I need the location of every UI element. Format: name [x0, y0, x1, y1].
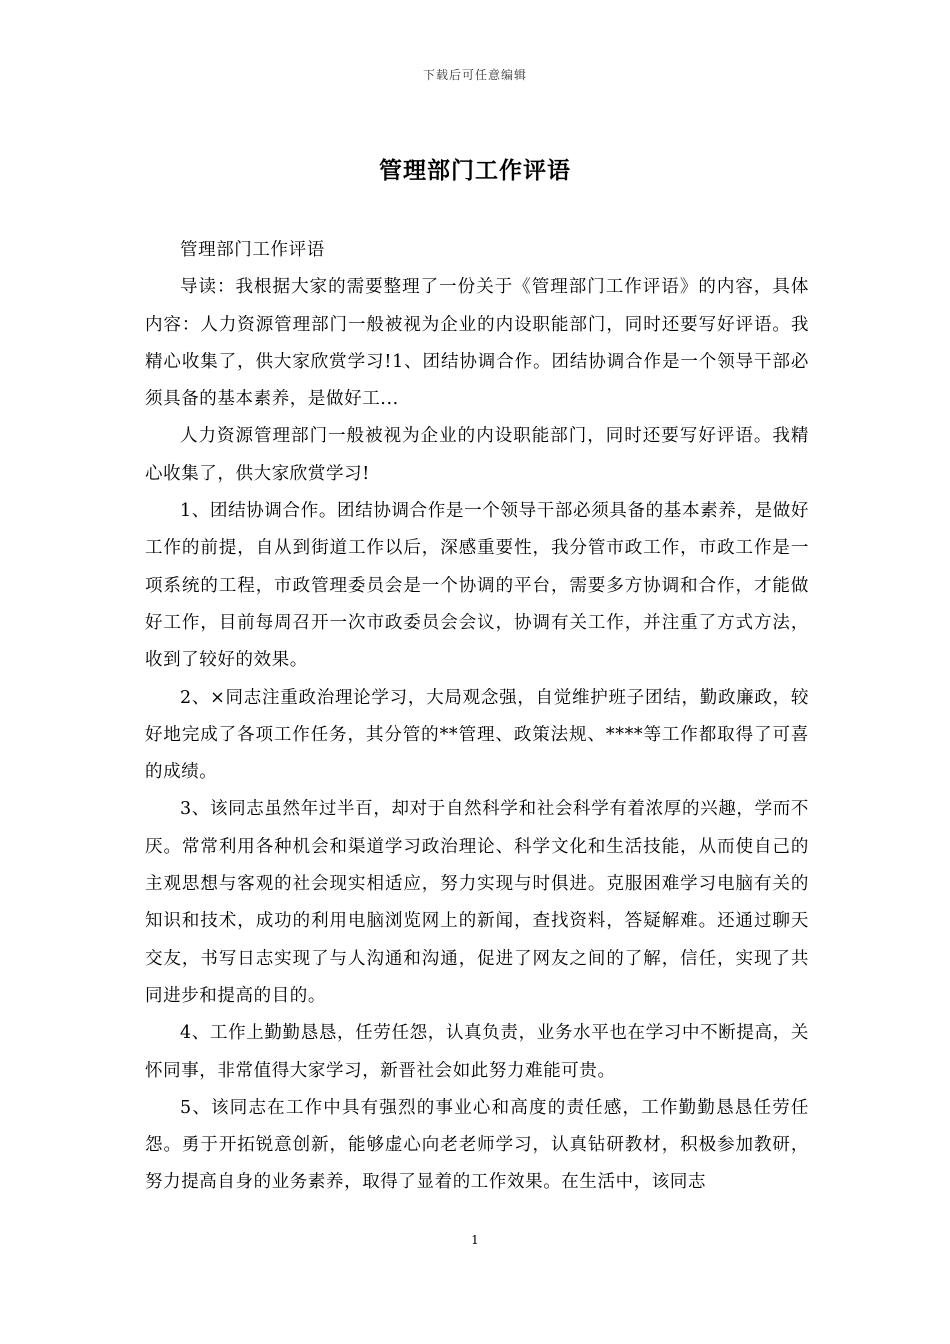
paragraph-item-1: 1、团结协调合作。团结协调合作是一个领导干部必须具备的基本素养，是做好工作的前提，自从到街道工作以后，深感重要性，我分管市政工作，市政工作是一项系统的工程，市政管理委员会是一个协调的平台，需要多方协调和合作，才能做好工作，目前每周召开一次市政委员会会议，协调有关工作，并注重了方式方法，收到了较好的效果。 [145, 501, 809, 671]
paragraph-subtitle: 管理部门工作评语 [180, 240, 325, 260]
paragraph-item-3: 3、该同志虽然年过半百，却对于自然科学和社会科学有着浓厚的兴趣，学而不厌。常常利用各种机会和渠道学习政治理论、科学文化和生活技能，从而使自己的主观思想与客观的社会现实相适应，努力实现与时俱进。克服困难学习电脑有关的知识和技术，成功的利用电脑浏览网上的新闻，查找资料，答疑解难。还通过聊天交友，书写日志实现了与人沟通和沟通，促进了网友之间的了解，信任，实现了共同进步和提高的目的。 [145, 799, 809, 1006]
paragraph-preface: 人力资源管理部门一般被视为企业的内设职能部门，同时还要写好评语。我精心收集了，供大家欣赏学习! [145, 426, 809, 484]
page-number: 1 [471, 1233, 479, 1247]
paragraph-item-4: 4、工作上勤勤恳恳，任劳任怨，认真负责，业务水平也在学习中不断提高，关怀同事，非常值得大家学习，新晋社会如此努力难能可贵。 [145, 1023, 809, 1081]
document-title: 管理部门工作评语 [379, 157, 571, 184]
header-note: 下载后可任意编辑 [422, 68, 527, 82]
paragraph-item-5: 5、该同志在工作中具有强烈的事业心和高度的责任感，工作勤勤恳恳任劳任怨。勇于开拓锐意创新，能够虚心向老老师学习，认真钻研教材，积极参加教研，努力提高自身的业务素养，取得了显着的工作效果。在生活中，该同志 [145, 1097, 809, 1193]
paragraph-item-2: 2、×同志注重政治理论学习，大局观念强，自觉维护班子团结，勤政廉政，较好地完成了各项工作任务，其分管的**管理、政策法规、****等工作都取得了可喜的成绩。 [145, 687, 809, 783]
document-body [145, 232, 809, 1202]
paragraph-intro: 导读：我根据大家的需要整理了一份关于《管理部门工作评语》的内容，具体内容：人力资源管理部门一般被视为企业的内设职能部门，同时还要写好评语。我精心收集了，供大家欣赏学习!1、团结协调合作。团结协调合作是一个领导干部必须具备的基本素养，是做好工... [145, 277, 809, 410]
